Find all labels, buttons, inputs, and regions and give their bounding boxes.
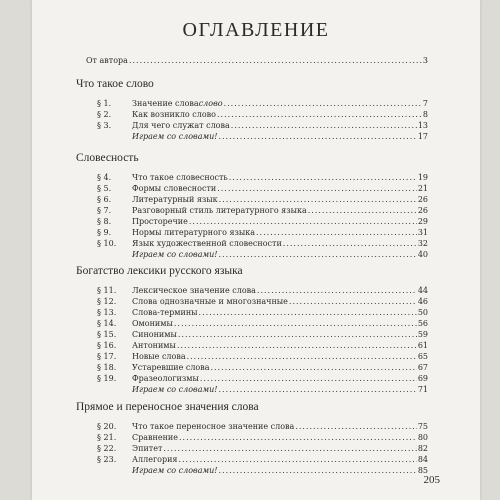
- toc-entry-page: 26: [417, 195, 428, 204]
- toc-entry-label: Лексическое значение слова: [132, 286, 256, 295]
- leader-dots: [295, 421, 416, 432]
- toc-entry-page: 17: [417, 132, 428, 141]
- toc-entry-label: Новые слова: [132, 352, 186, 361]
- page-number: 205: [423, 474, 440, 486]
- leader-dots: [218, 384, 416, 395]
- toc-entry: [97, 454, 428, 465]
- toc-entry-label: Аллегория: [132, 455, 178, 464]
- toc-entry-number: § 8.: [97, 217, 112, 226]
- toc-entry: [97, 172, 428, 183]
- toc-entry-number: § 5.: [97, 184, 112, 193]
- toc-entry-page: 40: [417, 250, 428, 259]
- toc-entry-label: Язык художественной словесности: [132, 239, 282, 248]
- toc-entry-label: Играем со словами!: [132, 385, 218, 394]
- leader-dots: [211, 362, 417, 373]
- toc-entry: [97, 249, 428, 260]
- leader-dots: [199, 307, 417, 318]
- page-title: ОГЛАВЛЕНИЕ: [182, 19, 330, 41]
- leader-dots: [163, 443, 416, 454]
- toc-entry-page: 67: [417, 363, 428, 372]
- section-heading: Богатство лексики русского языка: [76, 265, 243, 277]
- toc-entry-page: 32: [417, 239, 428, 248]
- toc-entry-label: Играем со словами!: [132, 132, 218, 141]
- toc-entry-page: 65: [417, 352, 428, 361]
- toc-entry-label: Фразеологизмы: [132, 374, 199, 383]
- leader-dots: [200, 373, 417, 384]
- leader-dots: [179, 432, 417, 443]
- toc-entry: [97, 109, 428, 120]
- section-heading: Прямое и переносное значения слова: [76, 401, 259, 413]
- leader-dots: [257, 285, 417, 296]
- section-heading: Словесность: [76, 152, 139, 164]
- toc-entry-number: § 22.: [97, 444, 117, 453]
- toc-entry: [97, 216, 428, 227]
- toc-entry-label: Слова однозначные и многозначные: [132, 297, 288, 306]
- toc-entry: [97, 120, 428, 131]
- toc-entry: [97, 362, 428, 373]
- toc-entry: [97, 340, 428, 351]
- leader-dots: [289, 296, 417, 307]
- toc-entry-page: 44: [417, 286, 428, 295]
- toc-entry-label: От автора: [86, 56, 128, 65]
- toc-entry: [97, 443, 428, 454]
- toc-entry-number: § 14.: [97, 319, 117, 328]
- toc-entry-number: § 11.: [97, 286, 117, 295]
- toc-entry-number: § 17.: [97, 352, 117, 361]
- toc-entry-number: § 3.: [97, 121, 112, 130]
- toc-entry-label: Сравнение: [132, 433, 178, 442]
- toc-entry-number: § 15.: [97, 330, 117, 339]
- toc-entry-page: 71: [417, 385, 428, 394]
- toc-entry-page: 50: [417, 308, 428, 317]
- leader-dots: [177, 340, 417, 351]
- toc-entry-page: 31: [417, 228, 428, 237]
- toc-entry-number: § 4.: [97, 173, 112, 182]
- toc-entry-page: 82: [417, 444, 428, 453]
- toc-entry-label: Слова-термины: [132, 308, 198, 317]
- toc-entry-page: 61: [417, 341, 428, 350]
- leader-dots: [229, 172, 417, 183]
- toc-entry-label: Омонимы: [132, 319, 173, 328]
- toc-entry-label: Играем со словами!: [132, 250, 218, 259]
- toc-entry-number: § 13.: [97, 308, 117, 317]
- toc-entry: [97, 227, 428, 238]
- toc-entry-number: § 12.: [97, 297, 117, 306]
- toc-entry: [97, 432, 428, 443]
- leader-dots: [129, 55, 422, 66]
- toc-entry-page: 8: [422, 110, 428, 119]
- toc-entry-label: Значение слова: [132, 99, 199, 108]
- leader-dots: [178, 454, 416, 465]
- leader-dots: [224, 98, 422, 109]
- leader-dots: [231, 120, 417, 131]
- toc-entry-number: § 18.: [97, 363, 117, 372]
- toc-entry-label: Литературный язык: [132, 195, 218, 204]
- toc-entry-intro: [86, 55, 428, 66]
- toc-entry-number: § 6.: [97, 195, 112, 204]
- leader-dots: [217, 183, 417, 194]
- toc-entry: [97, 465, 428, 476]
- leader-dots: [187, 351, 417, 362]
- toc-entry-label: Играем со словами!: [132, 466, 218, 475]
- toc-entry-label: Антонимы: [132, 341, 176, 350]
- toc-entry-label: Формы словесности: [132, 184, 217, 193]
- toc-entry: [97, 238, 428, 249]
- toc-entry-number: § 21.: [97, 433, 117, 442]
- leader-dots: [283, 238, 417, 249]
- toc-entry-label: Для чего служат слова: [132, 121, 230, 130]
- toc-entry-page: 26: [417, 206, 428, 215]
- toc-entry-number: § 23.: [97, 455, 117, 464]
- leader-dots: [178, 329, 417, 340]
- toc-entry: [97, 384, 428, 395]
- toc-entry: [97, 307, 428, 318]
- book-page: [32, 0, 480, 500]
- toc-entry: [97, 183, 428, 194]
- toc-entry-label: Разговорный стиль литературного языка: [132, 206, 307, 215]
- toc-entry-label: Нормы литературного языка: [132, 228, 256, 237]
- toc-entry-page: 29: [417, 217, 428, 226]
- leader-dots: [189, 216, 417, 227]
- toc-entry: [97, 318, 428, 329]
- toc-entry-page: 80: [417, 433, 428, 442]
- toc-entry-label: Просторечие: [132, 217, 188, 226]
- toc-entry-page: 19: [417, 173, 428, 182]
- toc-entry-label-italic: слово: [198, 99, 223, 108]
- leader-dots: [219, 194, 417, 205]
- leader-dots: [174, 318, 417, 329]
- toc-entry-page: 3: [422, 56, 428, 65]
- toc-entry-label: Что такое словесность: [132, 173, 228, 182]
- toc-entry-page: 75: [417, 422, 428, 431]
- toc-entry-number: § 10.: [97, 239, 117, 248]
- toc-entry: [97, 296, 428, 307]
- toc-entry-number: § 16.: [97, 341, 117, 350]
- toc-entry-page: 56: [417, 319, 428, 328]
- toc-entry-label: Синонимы: [132, 330, 177, 339]
- leader-dots: [256, 227, 417, 238]
- toc-entry-page: 46: [417, 297, 428, 306]
- section-heading: Что такое слово: [76, 78, 154, 90]
- toc-entry-label: Как возникло слово: [132, 110, 216, 119]
- toc-entry-label: Эпитет: [132, 444, 163, 453]
- toc-entry-page: 7: [422, 99, 428, 108]
- toc-entry: [97, 131, 428, 142]
- leader-dots: [218, 249, 416, 260]
- toc-entry-page: 59: [417, 330, 428, 339]
- toc-entry-page: 84: [417, 455, 428, 464]
- leader-dots: [217, 109, 422, 120]
- leader-dots: [218, 465, 416, 476]
- toc-entry: [97, 194, 428, 205]
- toc-entry-page: 69: [417, 374, 428, 383]
- toc-entry-number: § 2.: [97, 110, 112, 119]
- toc-entry-page: 85: [417, 466, 428, 475]
- toc-entry-number: § 9.: [97, 228, 112, 237]
- toc-entry: [97, 329, 428, 340]
- toc-entry: [97, 373, 428, 384]
- toc-entry-page: 13: [417, 121, 428, 130]
- toc-entry: [97, 285, 428, 296]
- toc-entry-number: § 19.: [97, 374, 117, 383]
- leader-dots: [218, 131, 416, 142]
- toc-entry-label: Устаревшие слова: [132, 363, 210, 372]
- toc-entry-number: § 7.: [97, 206, 112, 215]
- toc-entry-number: § 20.: [97, 422, 117, 431]
- toc-entry-label: Что такое переносное значение слова: [132, 422, 295, 431]
- leader-dots: [308, 205, 417, 216]
- toc-entry-page: 21: [417, 184, 428, 193]
- toc-entry: [97, 421, 428, 432]
- toc-entry: [97, 351, 428, 362]
- toc-entry-number: § 1.: [97, 99, 112, 108]
- toc-entry: [97, 98, 428, 109]
- toc-entry: [97, 205, 428, 216]
